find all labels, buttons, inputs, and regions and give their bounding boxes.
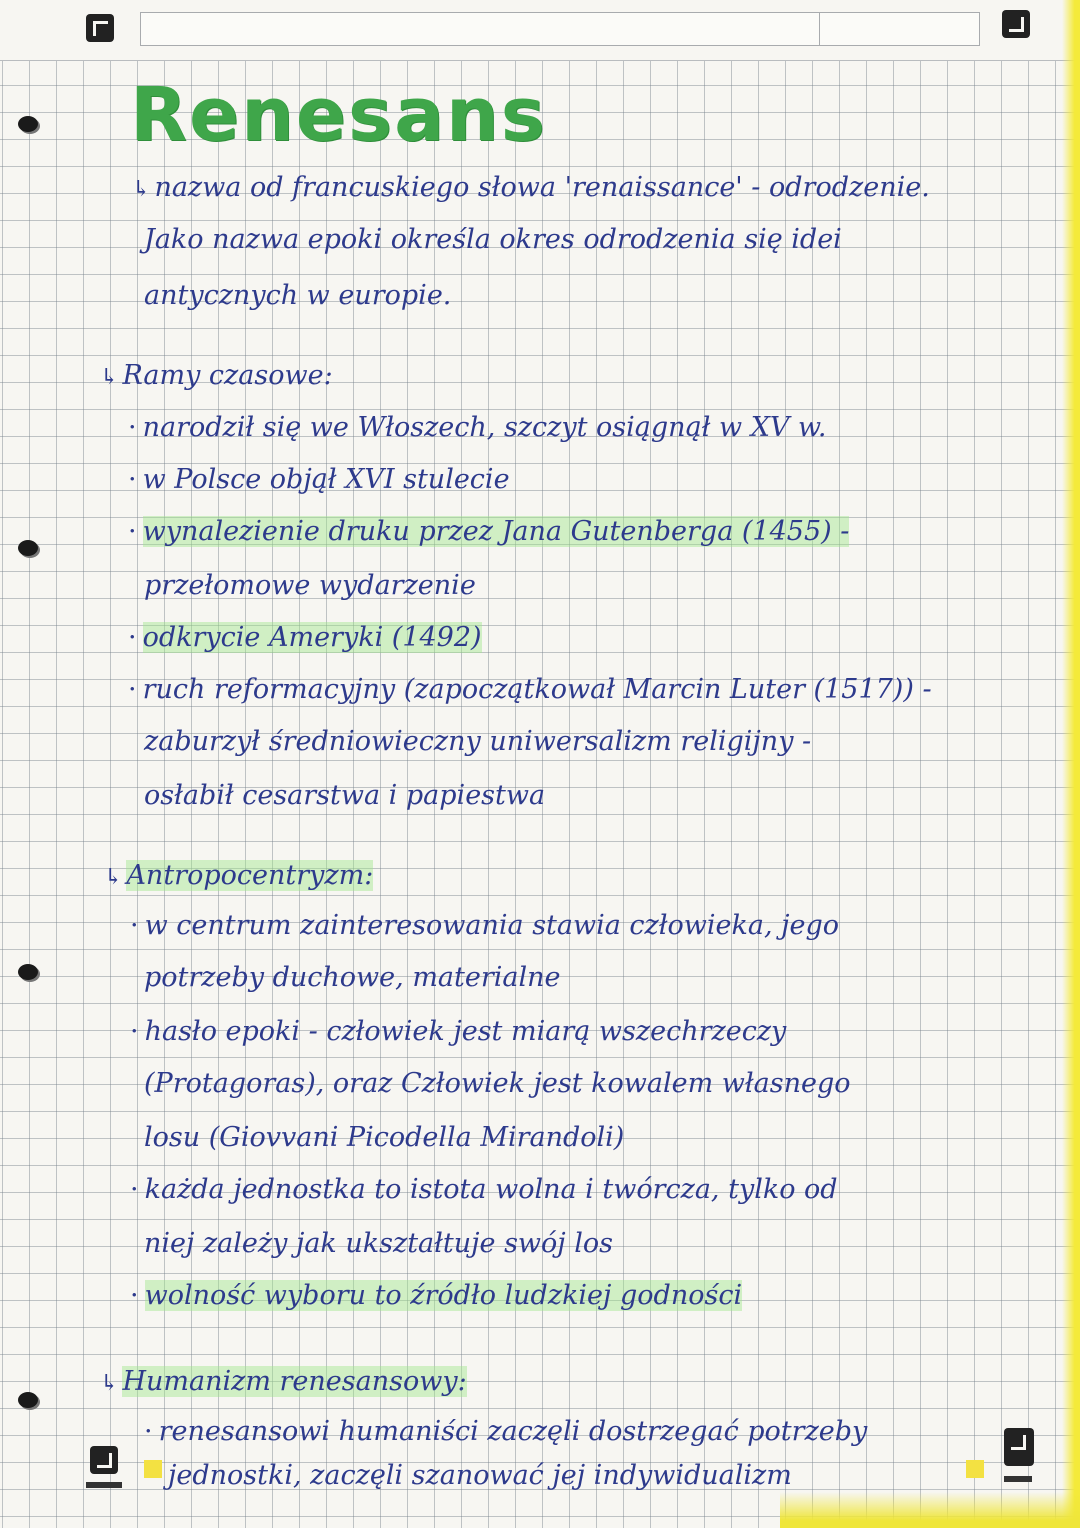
corner-marker-top-right-icon [1002, 10, 1030, 38]
ramy-item-1: · narodził się we Włoszech, szczyt osiągnął w XV w. [128, 412, 827, 443]
binder-hole-4 [18, 1392, 38, 1408]
intro-line-1: ↳ nazwa od francuskiego słowa 'renaissance' - odrodzenie. [132, 172, 930, 203]
corner-marker-top-left-icon [86, 14, 114, 42]
scan-bar-bottom-left [86, 1482, 122, 1488]
header-field [140, 12, 980, 46]
ramy-item-3: · wynalezienie druku przez Jana Gutenberga (1455) - [128, 516, 850, 547]
ramy-heading: ↳ Ramy czasowe: [100, 360, 333, 391]
page-title: Renesans [130, 72, 547, 158]
antropo-item-2-cont-1: (Protagoras), oraz Człowiek jest kowalem własnego [144, 1068, 851, 1099]
page-header [0, 0, 1080, 61]
yellow-square-left [144, 1460, 162, 1478]
ramy-item-4: · odkrycie Ameryki (1492) [128, 622, 482, 653]
antropo-item-3: · każda jednostka to istota wolna i twórcza, tylko od [130, 1174, 838, 1205]
binder-hole-1 [18, 116, 38, 132]
ramy-item-2: · w Polsce objął XVI stulecie [128, 464, 510, 495]
antropo-heading: ↳ Antropocentryzm: [104, 860, 374, 891]
antropo-item-1: · w centrum zainteresowania stawia człowieka, jego [130, 910, 840, 941]
humanizm-item-1-cont: jednostki, zaczęli szanować jej indywidualizm [168, 1460, 792, 1491]
antropo-item-1-cont: potrzeby duchowe, materialne [144, 962, 561, 993]
header-divider [819, 13, 820, 45]
ramy-item-5-cont-2: osłabił cesarstwa i papiestwa [144, 780, 546, 811]
arrow-icon: ↳ [132, 177, 151, 202]
arrow-icon: ↳ [100, 365, 119, 390]
humanizm-item-1: · renesansowi humaniści zaczęli dostrzegać potrzeby [144, 1416, 868, 1447]
intro-line-3: antycznych w europie. [144, 280, 452, 311]
ramy-item-5: · ruch reformacyjny (zapoczątkował Marcin Luter (1517)) - [128, 674, 932, 705]
intro-line-2: Jako nazwa epoki określa okres odrodzenia się idei [144, 224, 842, 255]
corner-marker-bottom-left-icon [90, 1446, 118, 1474]
paper-edge-yellow [1062, 0, 1080, 1528]
binder-hole-2 [18, 540, 38, 556]
corner-marker-bottom-right-icon [1004, 1428, 1034, 1466]
yellow-square-right [966, 1460, 984, 1478]
antropo-item-2: · hasło epoki - człowiek jest miarą wszechrzeczy [130, 1016, 787, 1047]
scan-bar-bottom-right [1004, 1476, 1032, 1482]
antropo-item-3-cont: niej zależy jak ukształtuje swój los [144, 1228, 613, 1259]
arrow-icon: ↳ [100, 1371, 119, 1396]
arrow-icon: ↳ [104, 865, 123, 890]
paper-bottom-yellow [780, 1492, 1080, 1528]
antropo-item-4: · wolność wyboru to źródło ludzkiej godności [130, 1280, 743, 1311]
antropo-item-2-cont-2: losu (Giovvani Picodella Mirandoli) [144, 1122, 625, 1153]
humanizm-heading: ↳ Humanizm renesansowy: [100, 1366, 467, 1397]
binder-hole-3 [18, 964, 38, 980]
ramy-item-3-cont: przełomowe wydarzenie [144, 570, 476, 601]
ramy-item-5-cont-1: zaburzył średniowieczny uniwersalizm religijny - [144, 726, 812, 757]
